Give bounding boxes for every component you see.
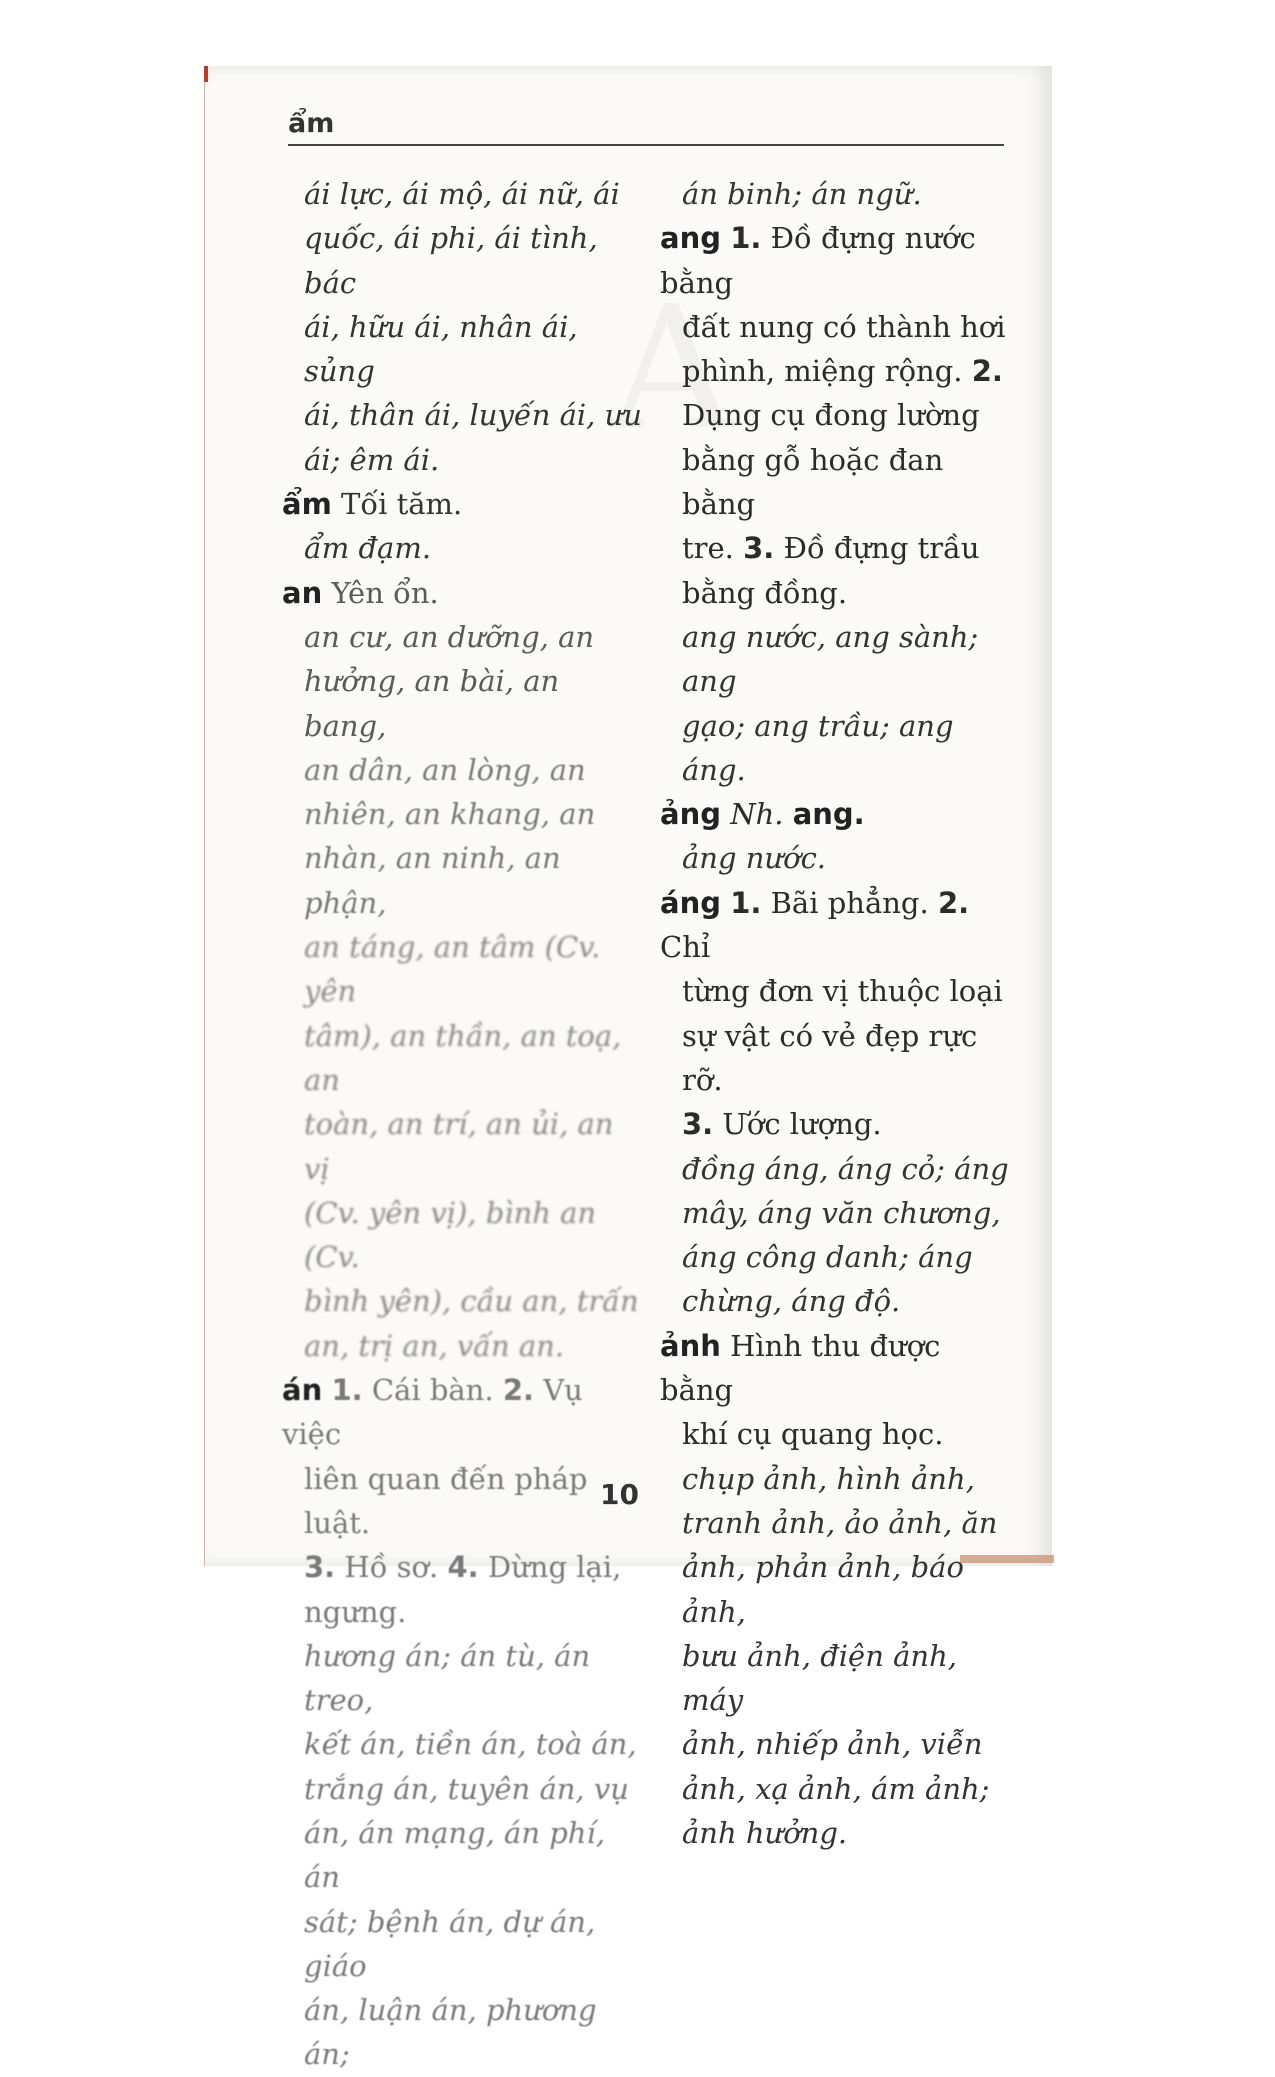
- entry-am: [282, 482, 642, 526]
- example-line: án, luận án, phương án;: [304, 1993, 597, 2072]
- sense-number: 2.: [937, 885, 970, 920]
- sense-number: 3.: [682, 1107, 714, 1142]
- example-line: kết án, tiền án, toà án,: [304, 1727, 637, 1762]
- headword: ảng: [660, 797, 721, 832]
- spine-mark: [204, 66, 208, 82]
- headword: ẩm: [282, 487, 332, 522]
- sense-number: 1.: [730, 221, 762, 256]
- sense-number: 4.: [447, 1550, 479, 1585]
- example-line: ảnh, nhiếp ảnh, viễn: [682, 1727, 983, 1762]
- cross-reference: ang.: [792, 797, 865, 832]
- spine-line: [204, 82, 205, 1566]
- definition: Hình thu được bằng: [660, 1328, 941, 1408]
- example-line: ái, hữu ái, nhân ái, sủng: [304, 309, 578, 389]
- definition-line: [660, 526, 1015, 570]
- entry-an-2: [282, 1368, 642, 1457]
- sense-number: 2.: [502, 1373, 535, 1408]
- definition-line: bằng đồng.: [682, 575, 848, 610]
- definition-line: Dụng cụ đong lường: [682, 398, 980, 433]
- sense-number: 3.: [743, 531, 775, 566]
- definition: Vụ việc: [282, 1373, 583, 1452]
- example-line: ái lực, ái mộ, ái nữ, ái: [304, 177, 620, 211]
- definition: Dừng lại,: [487, 1550, 622, 1585]
- example-line: an cư, an dưỡng, an: [304, 619, 595, 654]
- example-line: bưu ảnh, điện ảnh, máy: [682, 1638, 957, 1718]
- example-line: chừng, áng độ.: [682, 1284, 901, 1319]
- example-line: ái, thân ái, luyến ái, ưu: [304, 398, 642, 433]
- left-column: [282, 172, 642, 2077]
- headword: an: [282, 575, 323, 610]
- example-line: ang nước, ang sành; ang: [682, 619, 979, 699]
- definition-line: liên quan đến pháp luật.: [304, 1461, 588, 1540]
- example-line: trắng án, tuyên án, vụ: [304, 1771, 629, 1806]
- sense-number: 1.: [331, 1373, 363, 1408]
- running-head: ẩm: [288, 108, 335, 139]
- example-line: an táng, an tâm (Cv. yên: [304, 930, 601, 1009]
- definition: Tối tăm.: [341, 487, 463, 522]
- example-line: tâm), an thần, an toạ, an: [304, 1018, 622, 1097]
- definition-line: [660, 349, 1015, 393]
- sense-number: 2.: [971, 354, 1003, 389]
- definition-line: từng đơn vị thuộc loại: [682, 974, 1003, 1009]
- example-line: mây, áng văn chương,: [682, 1195, 1001, 1230]
- example-line: hương án; án tù, án treo,: [304, 1638, 591, 1718]
- definition: Cái bàn.: [371, 1373, 494, 1408]
- example-line: toàn, an trí, an ủi, an vị: [304, 1107, 614, 1186]
- example-line: đồng áng, áng cỏ; áng: [682, 1151, 1009, 1186]
- definition: Đồ đựng nước bằng: [660, 221, 976, 300]
- headword: ang: [660, 221, 721, 256]
- example-line: ảng nước.: [682, 841, 827, 876]
- headword: án: [282, 1373, 323, 1408]
- sense-number: 1.: [730, 885, 762, 920]
- example-line: áng công danh; áng: [682, 1240, 973, 1275]
- definition: Ước lượng.: [722, 1107, 882, 1142]
- example-line: nhàn, an ninh, an phận,: [304, 841, 561, 920]
- definition-line: sự vật có vẻ đẹp rực rỡ.: [682, 1018, 978, 1097]
- example-line: an, trị an, vấn an.: [304, 1328, 565, 1363]
- entry-ang: [660, 216, 1015, 305]
- definition-line: ngưng.: [304, 1594, 407, 1629]
- example-line: án binh; án ngữ.: [682, 177, 922, 211]
- definition-line: [660, 1102, 1015, 1146]
- definition-line: bằng gỗ hoặc đan bằng: [682, 442, 944, 522]
- entry-ang-3: [660, 881, 1015, 970]
- right-column: [660, 172, 1015, 1855]
- header-rule: [288, 144, 1004, 146]
- definition: Bãi phẳng.: [770, 885, 929, 920]
- definition: Đồ đựng trầu: [783, 531, 980, 566]
- entry-an: [282, 571, 642, 615]
- example-line: hưởng, an bài, an bang,: [304, 664, 560, 743]
- headword: áng: [660, 885, 721, 920]
- example-line: tranh ảnh, ảo ảnh, ăn: [682, 1505, 998, 1540]
- example-line: ái; êm ái.: [304, 442, 440, 477]
- example-line: sát; bệnh án, dự án, giáo: [304, 1904, 596, 1983]
- definition-line: khí cụ quang học.: [682, 1417, 944, 1452]
- headword: ảnh: [660, 1328, 721, 1363]
- example-line: quốc, ái phi, ái tình, bác: [304, 221, 598, 300]
- example-line: án, án mạng, án phí, án: [304, 1815, 605, 1895]
- example-line: nhiên, an khang, an: [304, 797, 596, 832]
- example-line: ảnh hưởng.: [682, 1815, 848, 1850]
- example-line: bình yên), cầu an, trấn: [304, 1284, 639, 1319]
- example-line: ảnh, xạ ảnh, ám ảnh;: [682, 1771, 990, 1806]
- example-line: ảnh, phản ảnh, báo ảnh,: [682, 1550, 964, 1629]
- example-line: chụp ảnh, hình ảnh,: [682, 1461, 975, 1496]
- example-line: an dân, an lòng, an: [304, 752, 586, 787]
- page-number: 10: [600, 1478, 639, 1511]
- definition-line: [282, 1545, 642, 1589]
- sense-number: 3.: [304, 1550, 336, 1585]
- example-line: (Cv. yên vị), bình an (Cv.: [304, 1195, 597, 1275]
- entry-anh: [660, 1324, 1015, 1413]
- definition: tre.: [682, 531, 734, 566]
- definition: Hồ sơ.: [344, 1550, 439, 1585]
- definition: Chỉ: [660, 930, 711, 965]
- definition-line: đất nung có thành hơi: [682, 309, 1006, 344]
- definition: phình, miệng rộng.: [682, 354, 963, 389]
- abbreviation: Nh.: [730, 797, 784, 832]
- example-line: ẩm đạm.: [304, 531, 432, 566]
- example-line: gạo; ang trầu; ang áng.: [682, 708, 954, 787]
- entry-ang-2: [660, 792, 1015, 836]
- definition: Yên ổn.: [331, 575, 439, 610]
